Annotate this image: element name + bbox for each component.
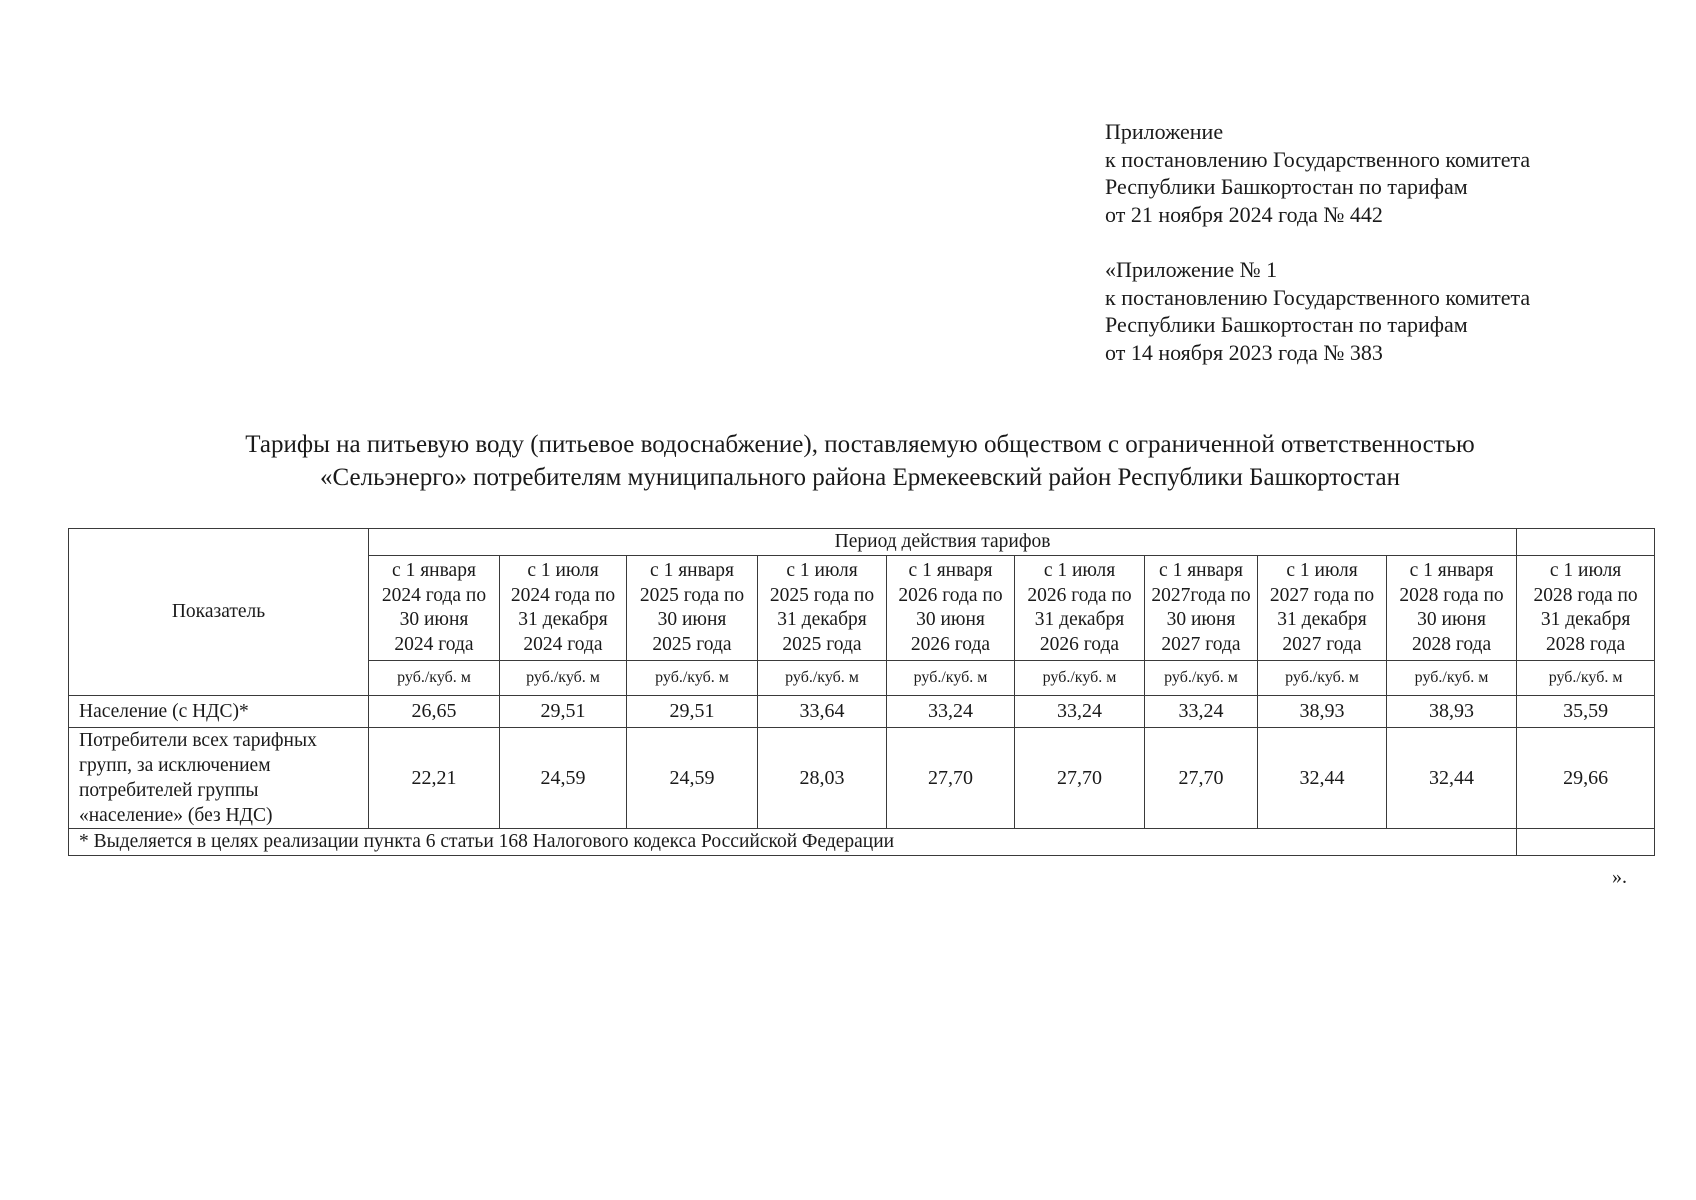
appendix-line: к постановлению Государственного комитета (1105, 284, 1531, 310)
row-label-line: потребителей группы (79, 780, 259, 801)
appendix-line: Приложение (1105, 119, 1224, 144)
period-column-header (1387, 556, 1517, 661)
row-label-line: Население (с НДС)* (79, 701, 249, 722)
tariff-value-cell: 26,65 (369, 696, 500, 728)
row-label-line: групп, за исключением (79, 755, 271, 776)
period-header-line: 2024 года (523, 633, 603, 655)
period-header-line: 2025 года по (639, 584, 745, 606)
period-column-header (1258, 556, 1387, 661)
period-header-line: с 1 января (1159, 560, 1243, 581)
header-row-period (69, 529, 1655, 556)
period-header-line: 31 декабря (518, 609, 608, 630)
period-column-header (1517, 556, 1655, 661)
appendix-line: Республики Башкортостан по тарифам (1105, 174, 1468, 199)
period-header-line: 31 декабря (1540, 609, 1631, 630)
document-title (0, 428, 1696, 494)
period-header-line: с 1 июля (1286, 560, 1358, 581)
period-header-extra (1517, 529, 1655, 556)
period-header-line: 2024 года по (510, 584, 616, 606)
unit-cell: руб./куб. м (758, 661, 887, 696)
unit-cell: руб./куб. м (1015, 661, 1145, 696)
table-body (69, 696, 1655, 829)
unit-cell: руб./куб. м (369, 661, 500, 696)
unit-cell: руб./куб. м (887, 661, 1015, 696)
period-column-header (887, 556, 1015, 661)
closing-quote-mark: ». (1612, 866, 1627, 888)
appendix-header-original (1105, 256, 1530, 366)
period-header-line: 2026 года по (898, 584, 1003, 606)
period-column-header (758, 556, 887, 661)
period-header-line: 2026 года (1039, 633, 1120, 655)
title-line-2: «Сельэнерго» потребителям муниципального района Ермекеевский район Республики Башкортостан (320, 464, 1400, 491)
period-header-line: 2027 года (1282, 633, 1362, 655)
row-label-line: «население» (без НДС) (79, 805, 273, 826)
period-header-line: с 1 июля (527, 560, 599, 581)
tariff-value-cell: 27,70 (887, 728, 1015, 829)
unit-cell: руб./куб. м (1145, 661, 1258, 696)
period-header-line: 31 декабря (777, 609, 867, 630)
tariff-value-cell: 33,24 (887, 696, 1015, 728)
period-header-line: с 1 июля (1043, 560, 1116, 581)
period-header-line: 2027 года по (1269, 584, 1375, 606)
tariff-value-cell: 32,44 (1258, 728, 1387, 829)
tariff-value-cell: 27,70 (1145, 728, 1258, 829)
period-header-line: 2028 года по (1399, 584, 1504, 606)
period-header-line: с 1 января (908, 560, 993, 581)
period-header-line: с 1 января (1409, 560, 1494, 581)
tariff-value-cell: 33,24 (1145, 696, 1258, 728)
period-header-line: 30 июня (399, 609, 469, 630)
row-label-line: Потребители всех тарифных (79, 730, 317, 751)
appendix-line: «Приложение № 1 (1105, 257, 1278, 282)
period-column-header (1145, 556, 1258, 661)
period-header-line: с 1 января (650, 560, 734, 581)
appendix-header-current (1105, 118, 1530, 228)
period-column-header (627, 556, 758, 661)
tariff-value-cell: 38,93 (1258, 696, 1387, 728)
unit-cell: руб./куб. м (627, 661, 758, 696)
period-header-line: 2025 года по (769, 584, 875, 606)
row-label (69, 696, 369, 728)
period-header: Период действия тарифов (369, 529, 1517, 556)
period-header-line: 2028 года по (1533, 584, 1638, 606)
table-row (69, 696, 1655, 728)
period-header-line: 30 июня (657, 609, 727, 630)
period-header-line: с 1 июля (1549, 560, 1622, 581)
period-header-line: 31 декабря (1277, 609, 1367, 630)
period-header-line: 2026 года (910, 633, 991, 655)
unit-cell: руб./куб. м (1517, 661, 1655, 696)
appendix-line: от 21 ноября 2024 года № 442 (1105, 201, 1383, 227)
period-header-line: с 1 января (392, 560, 476, 581)
tariff-value-cell: 38,93 (1387, 696, 1517, 728)
tariff-table (68, 528, 1655, 856)
period-header-line: 30 июня (916, 609, 985, 630)
indicator-header: Показатель (69, 529, 369, 696)
tariff-value-cell: 28,03 (758, 728, 887, 829)
footnote-extra-cell (1517, 829, 1655, 856)
period-header-line: 2027 года (1161, 633, 1241, 655)
period-header-line: 30 июня (1417, 609, 1486, 630)
table-row (69, 728, 1655, 829)
period-header-line: 2026 года по (1027, 584, 1132, 606)
unit-cell: руб./куб. м (1258, 661, 1387, 696)
tariff-value-cell: 24,59 (500, 728, 627, 829)
period-column-header (1015, 556, 1145, 661)
period-header-line: 31 декабря (1034, 609, 1125, 630)
appendix-line: Республики Башкортостан по тарифам (1105, 312, 1468, 337)
period-header-line: 2025 года (652, 633, 732, 655)
unit-cell: руб./куб. м (500, 661, 627, 696)
row-label (69, 728, 369, 829)
unit-cell: руб./куб. м (1387, 661, 1517, 696)
period-header-line: 2027года по (1151, 584, 1251, 606)
tariff-value-cell: 22,21 (369, 728, 500, 829)
tariff-value-cell: 29,51 (627, 696, 758, 728)
tariff-value-cell: 32,44 (1387, 728, 1517, 829)
period-header-line: 2024 года (394, 633, 474, 655)
footnote-row (69, 829, 1655, 856)
appendix-line: от 14 ноября 2023 года № 383 (1105, 339, 1383, 365)
period-header-line: 2028 года (1546, 633, 1626, 655)
tariff-value-cell: 27,70 (1015, 728, 1145, 829)
tariff-value-cell: 24,59 (627, 728, 758, 829)
period-header-line: 2025 года (782, 633, 862, 655)
title-line-1: Тарифы на питьевую воду (питьевое водоснабжение), поставляемую обществом с ограниченной ответственностью (245, 431, 1475, 458)
tariff-value-cell: 33,24 (1015, 696, 1145, 728)
period-header-line: 2024 года по (381, 584, 487, 606)
period-header-line: 2028 года (1411, 633, 1492, 655)
tariff-value-cell: 35,59 (1517, 696, 1655, 728)
appendix-line: к постановлению Государственного комитета (1105, 146, 1531, 172)
tariff-value-cell: 33,64 (758, 696, 887, 728)
footnote: * Выделяется в целях реализации пункта 6 статьи 168 Налогового кодекса Российской Федерации (69, 829, 1517, 856)
period-column-header (500, 556, 627, 661)
period-header-line: с 1 июля (786, 560, 858, 581)
tariff-value-cell: 29,66 (1517, 728, 1655, 829)
period-column-header (369, 556, 500, 661)
tariff-value-cell: 29,51 (500, 696, 627, 728)
period-header-line: 30 июня (1166, 609, 1236, 630)
